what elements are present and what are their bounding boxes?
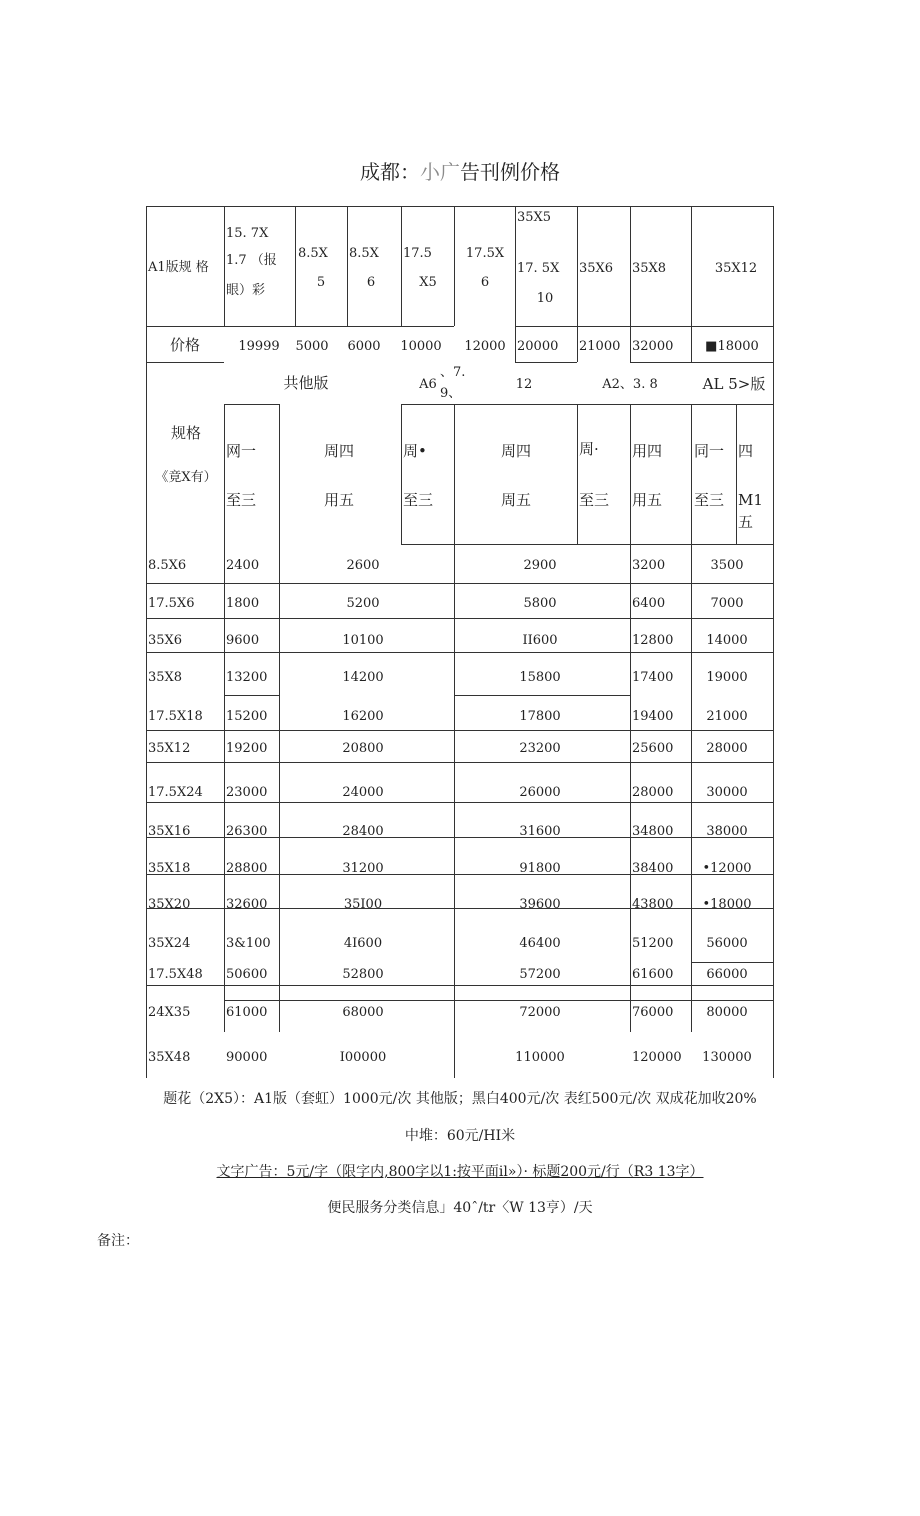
price-label: 价格 (169, 336, 201, 354)
weekday-label: 五 (738, 513, 754, 531)
a1-spec: 10 (536, 291, 554, 306)
row-price: 31600 (519, 824, 561, 839)
table-rule (146, 730, 773, 731)
row-price: 72000 (519, 1005, 561, 1020)
row-price: 46400 (519, 936, 561, 951)
table-rule (295, 206, 296, 326)
table-rule (454, 404, 455, 544)
row-price: 110000 (515, 1050, 565, 1065)
a1-price: 10000 (400, 339, 442, 354)
row-price: 39600 (519, 897, 561, 912)
a1-spec: 6 (366, 275, 376, 290)
row-spec: 35X16 (148, 824, 191, 839)
weekday-label: M1 (738, 491, 763, 509)
table-rule (401, 206, 402, 326)
table-rule (454, 695, 630, 696)
table-rule (401, 404, 773, 405)
row-price: I00000 (339, 1050, 387, 1065)
row-price: 31200 (342, 861, 384, 876)
table-rule (630, 362, 773, 363)
note-remark: 备注： (97, 1233, 139, 1249)
table-rule (454, 206, 455, 326)
row-spec: 35X8 (148, 670, 183, 685)
other-a238: A2、3. 8 (602, 377, 658, 392)
row-price: 20800 (342, 741, 384, 756)
row-price: 38400 (632, 861, 674, 876)
table-rule (146, 985, 773, 986)
row-price: 26300 (226, 824, 268, 839)
row-price: 61000 (226, 1005, 268, 1020)
other-al5: AL 5>版 (702, 375, 766, 393)
row-price: II600 (522, 633, 558, 648)
table-rule (347, 206, 348, 326)
other-a79: 、7. (440, 365, 466, 380)
weekday-label: 至三 (403, 491, 434, 509)
weekday-label: 至三 (579, 491, 610, 509)
table-rule (515, 206, 516, 362)
row-price: •12000 (702, 861, 752, 876)
table-rule (691, 544, 692, 1032)
weekday-label: 用五 (323, 491, 355, 509)
table-rule (279, 544, 280, 1032)
row-price: 32600 (226, 897, 268, 912)
row-price: 17400 (632, 670, 674, 685)
row-spec: 35X6 (148, 633, 183, 648)
row-price: 2400 (226, 558, 260, 573)
a1-spec: 17.5 (403, 246, 432, 261)
other-a12: 12 (515, 377, 533, 392)
a1-spec: 35X5 (517, 210, 552, 225)
spec-label: 规格 (170, 424, 202, 442)
row-price: 14200 (342, 670, 384, 685)
row-price: 25600 (632, 741, 674, 756)
other-label: 共他版 (283, 374, 329, 392)
note-text-ad: 文字广告：5元/字（限字内,800字以1:按平面il»）· 标题200元/行（R3 13字） (216, 1164, 704, 1180)
other-a79: 9、 (440, 386, 462, 401)
row-price: 66000 (706, 967, 748, 982)
spec-label: 《竟X有） (155, 470, 217, 485)
weekday-label: 同一 (694, 442, 725, 460)
table-rule (515, 362, 577, 363)
table-rule (454, 1032, 455, 1078)
table-rule (224, 404, 225, 544)
row-price: 4I600 (343, 936, 383, 951)
table-rule (736, 404, 737, 544)
row-price: 12800 (632, 633, 674, 648)
a1-spec: 35X6 (579, 261, 614, 276)
weekday-label: 周四 (500, 442, 532, 460)
row-price: 9600 (226, 633, 260, 648)
a1-price: 12000 (464, 339, 506, 354)
table-rule (224, 544, 225, 1032)
row-price: 120000 (632, 1050, 682, 1065)
a1-label: A1版规 格 (148, 260, 209, 275)
weekday-label: 至三 (694, 491, 725, 509)
row-price: 19400 (632, 709, 674, 724)
row-spec: 17.5X24 (148, 785, 203, 800)
row-price: 34800 (632, 824, 674, 839)
row-price: 17800 (519, 709, 561, 724)
a1-spec: 6 (480, 275, 490, 290)
a1-price: 32000 (632, 339, 674, 354)
row-price: 30000 (706, 785, 748, 800)
table-rule (146, 362, 224, 363)
row-price: 35I00 (343, 897, 383, 912)
row-price: 10100 (342, 633, 384, 648)
row-price: 5200 (346, 596, 380, 611)
table-rule (515, 326, 773, 327)
row-price: 56000 (706, 936, 748, 951)
row-price: 90000 (226, 1050, 268, 1065)
row-price: 76000 (632, 1005, 674, 1020)
table-rule (691, 206, 692, 362)
title-part: 小广 (420, 160, 460, 184)
table-rule (773, 206, 774, 1078)
row-spec: 35X20 (148, 897, 191, 912)
a1-spec: 35X8 (632, 261, 667, 276)
row-price: 21000 (706, 709, 748, 724)
row-price: •18000 (702, 897, 752, 912)
row-spec: 35X18 (148, 861, 191, 876)
row-price: 3&100 (226, 936, 271, 951)
row-price: 23000 (226, 785, 268, 800)
table-rule (630, 544, 631, 1032)
table-rule (577, 404, 578, 544)
row-price: 3500 (710, 558, 744, 573)
row-spec: 35X12 (148, 741, 191, 756)
table-rule (224, 404, 279, 405)
a1-spec: 5 (316, 275, 326, 290)
row-price: 91800 (519, 861, 561, 876)
row-price: 5800 (523, 596, 557, 611)
a1-price: 19999 (238, 339, 280, 354)
weekday-label: 四 (738, 442, 754, 460)
a1-spec: 15. 7X (226, 226, 269, 241)
row-price: 43800 (632, 897, 674, 912)
weekday-label: 至三 (226, 491, 257, 509)
row-price: 1800 (226, 596, 260, 611)
table-rule (577, 206, 578, 362)
row-price: 15200 (226, 709, 268, 724)
row-price: 28000 (706, 741, 748, 756)
row-price: 19000 (706, 670, 748, 685)
table-rule (630, 404, 631, 544)
row-price: 13200 (226, 670, 268, 685)
a1-price: ■18000 (705, 339, 759, 354)
table-rule (146, 583, 773, 584)
a1-price: 20000 (517, 339, 559, 354)
table-rule (146, 206, 147, 1078)
table-rule (691, 404, 692, 544)
table-rule (630, 206, 631, 362)
a1-spec: 8.5X (298, 246, 328, 261)
table-rule (146, 326, 454, 327)
weekday-label: 用五 (632, 491, 663, 509)
row-price: 38000 (706, 824, 748, 839)
row-price: 24000 (342, 785, 384, 800)
table-rule (224, 206, 225, 326)
a1-spec: 17. 5X (517, 261, 560, 276)
a1-spec: 35X12 (714, 261, 758, 276)
weekday-label: 网一 (226, 442, 257, 460)
row-spec: 8.5X6 (148, 558, 187, 573)
row-price: 28000 (632, 785, 674, 800)
weekday-label: 用四 (632, 442, 663, 460)
table-rule (279, 404, 280, 544)
weekday-label: 周五 (500, 491, 532, 509)
table-rule (146, 802, 773, 803)
table-rule (146, 652, 773, 653)
row-spec: 17.5X18 (148, 709, 203, 724)
row-price: 80000 (706, 1005, 748, 1020)
row-spec: 17.5X48 (148, 967, 203, 982)
a1-spec: 8.5X (349, 246, 379, 261)
row-price: 16200 (342, 709, 384, 724)
row-price: 28400 (342, 824, 384, 839)
row-price: 6400 (632, 596, 666, 611)
note-classified: 便民服务分类信息」40ˆ/tr〈W 13亨）/天 (327, 1200, 593, 1216)
row-spec: 17.5X6 (148, 596, 195, 611)
row-price: 3200 (632, 558, 666, 573)
table-rule (224, 695, 279, 696)
row-price: 2600 (346, 558, 380, 573)
a1-price: 5000 (295, 339, 329, 354)
note-zhongdui: 中堆：60元/HI米 (404, 1128, 516, 1144)
weekday-label: 周• (403, 442, 427, 460)
row-spec: 35X48 (148, 1050, 191, 1065)
row-price: 14000 (706, 633, 748, 648)
weekday-label: 周四 (323, 442, 355, 460)
row-price: 50600 (226, 967, 268, 982)
row-price: 15800 (519, 670, 561, 685)
row-spec: 24X35 (148, 1005, 191, 1020)
a1-price: 6000 (347, 339, 381, 354)
a1-spec: X5 (419, 275, 437, 290)
table-rule (146, 762, 773, 763)
row-price: 68000 (342, 1005, 384, 1020)
a1-spec: 1.7 （报 (226, 253, 277, 268)
table-rule (401, 544, 773, 545)
row-price: 7000 (710, 596, 744, 611)
note-tihua: 题花（2X5）：A1版（套虹）1000元/次 其他版；黑白400元/次 表红500元/次 双成花加收20% (163, 1091, 757, 1107)
a1-price: 21000 (579, 339, 621, 354)
row-price: 23200 (519, 741, 561, 756)
table-rule (146, 618, 773, 619)
table-rule (691, 962, 773, 963)
row-price: 61600 (632, 967, 674, 982)
row-price: 26000 (519, 785, 561, 800)
row-price: 57200 (519, 967, 561, 982)
row-price: 2900 (523, 558, 557, 573)
a1-spec: 17.5X (465, 246, 505, 261)
title-rest: 告刊例价格 (460, 160, 560, 184)
table-rule (454, 544, 455, 1032)
other-a6: A6 (419, 377, 437, 392)
title-city: 成都： (360, 160, 420, 184)
row-price: 52800 (342, 967, 384, 982)
row-price: 19200 (226, 741, 268, 756)
page-title (0, 156, 920, 185)
row-price: 28800 (226, 861, 268, 876)
row-spec: 35X24 (148, 936, 191, 951)
row-price: 51200 (632, 936, 674, 951)
table-rule (146, 206, 773, 207)
table-rule (401, 404, 402, 544)
weekday-label: 周· (579, 440, 599, 458)
row-price: 130000 (702, 1050, 752, 1065)
a1-spec: 眼）彩 (226, 283, 266, 298)
